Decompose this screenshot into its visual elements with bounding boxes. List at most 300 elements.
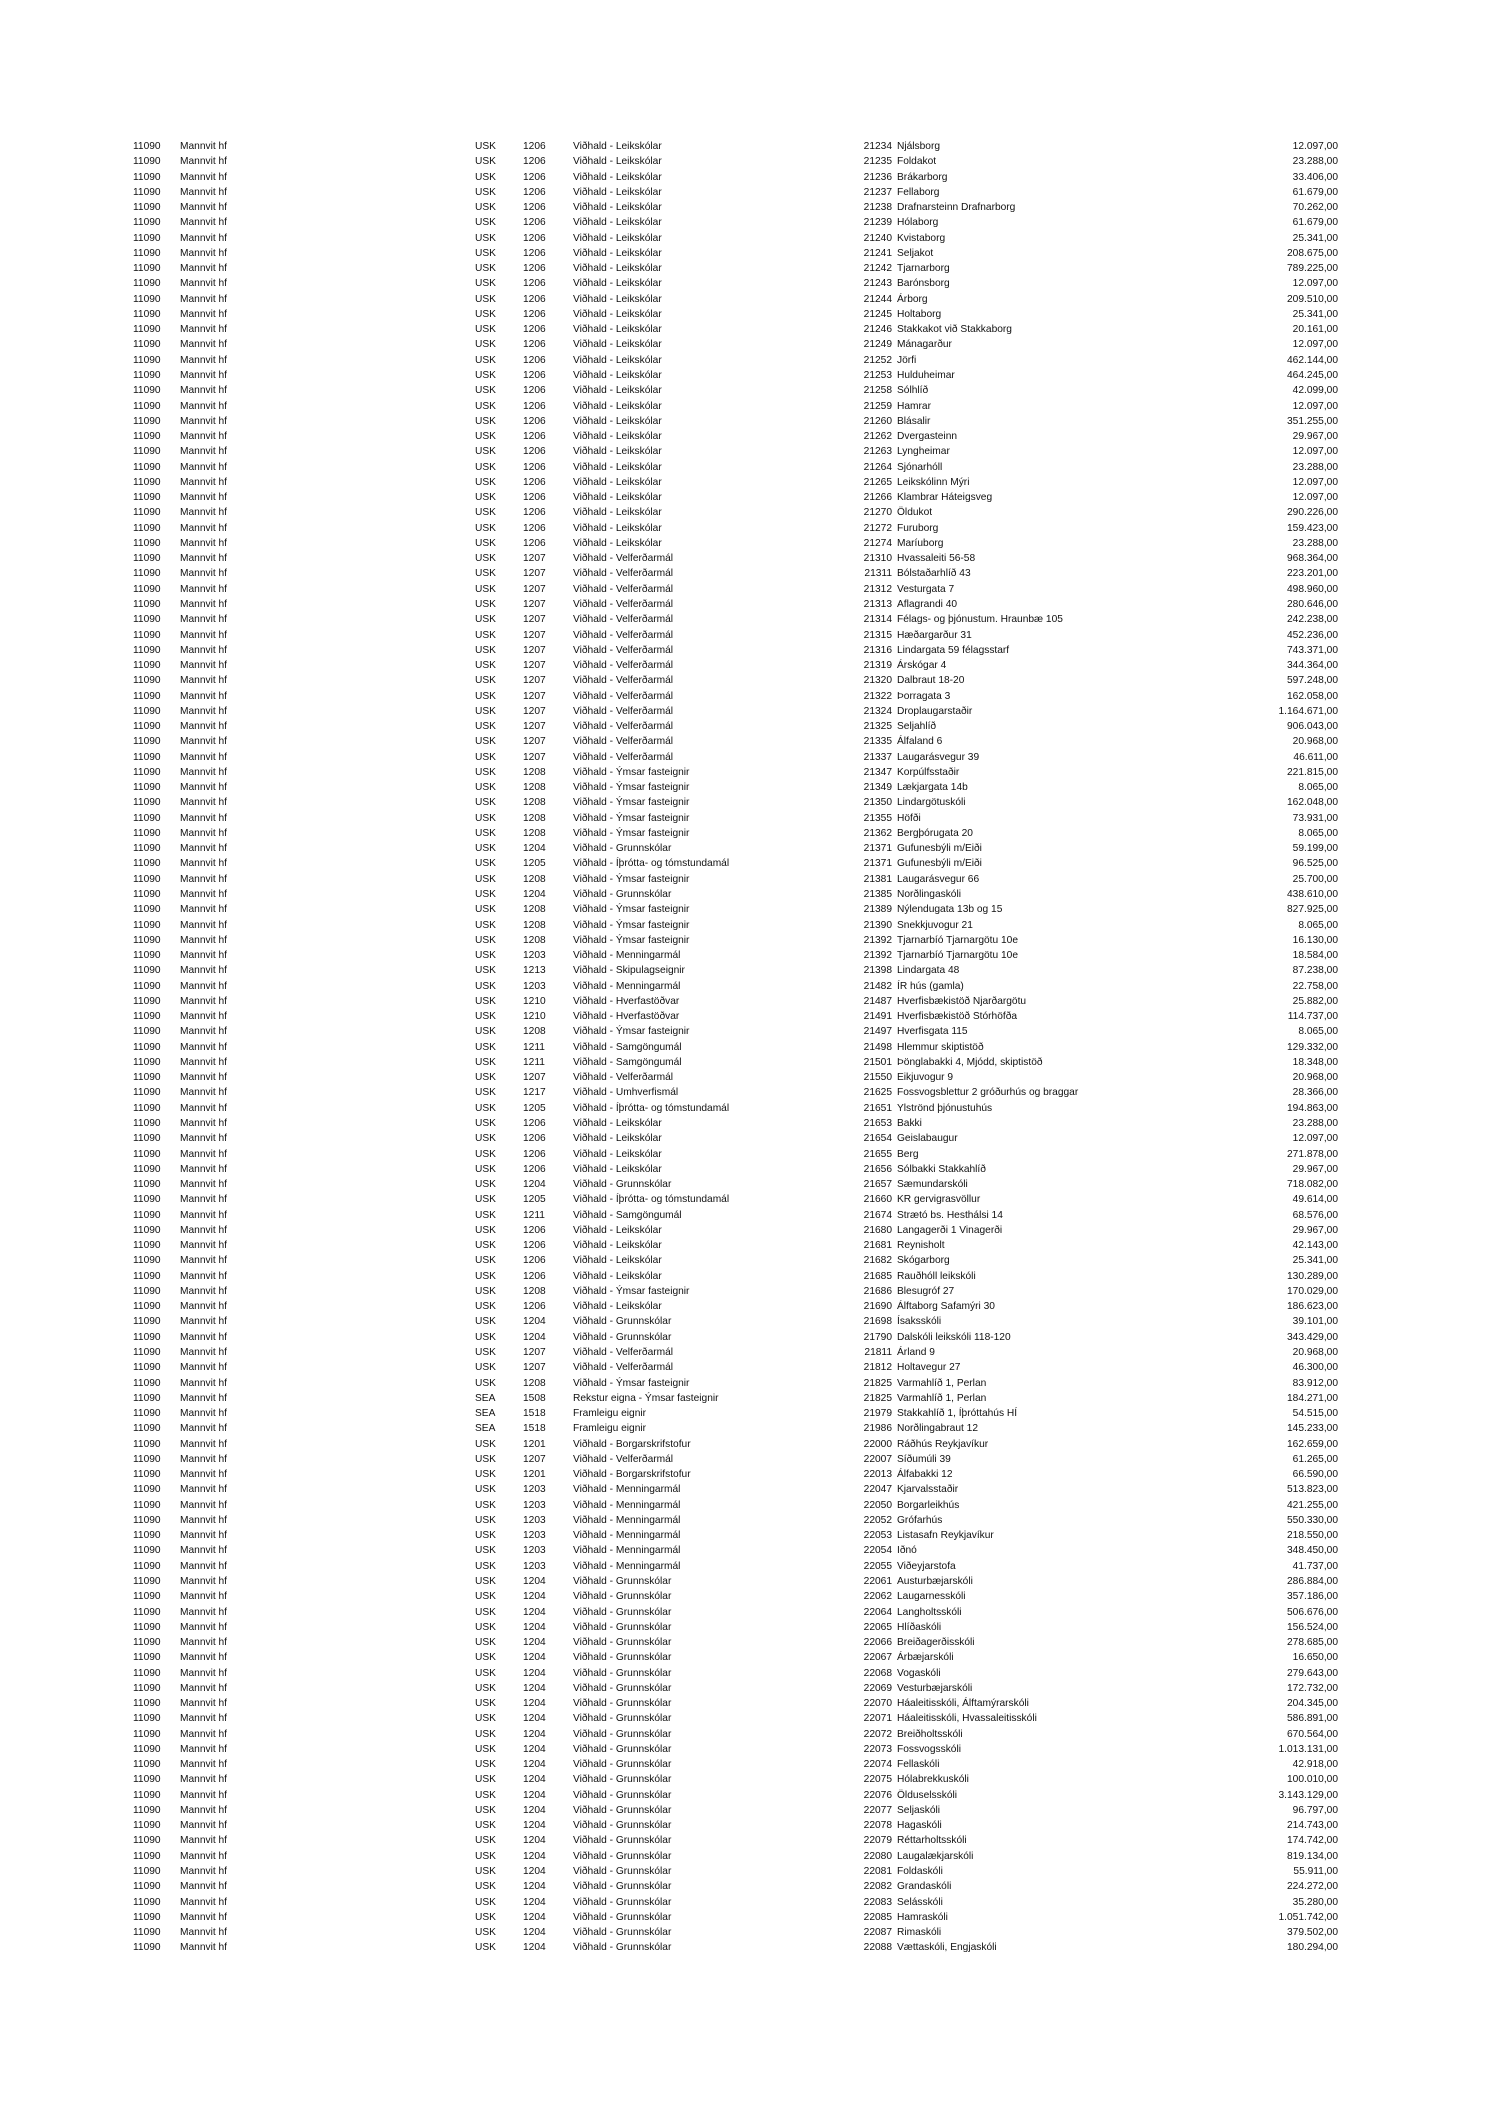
vendor-id-cell: 11090 [133,1514,161,1526]
location-id-cell: 21392 [863,934,892,946]
vendor-name-cell: Mannvit hf [180,660,227,672]
vendor-id-cell: 11090 [133,675,161,687]
table-row [0,444,1500,459]
department-cell: USK [475,354,496,366]
location-id-cell: 22085 [863,1911,892,1923]
account-cell: 1203 [523,1545,546,1557]
vendor-id-cell: 11090 [133,1804,161,1816]
amount-cell: 421.255,00 [1287,1499,1338,1511]
amount-cell: 54.515,00 [1292,1408,1338,1420]
vendor-id-cell: 11090 [133,1866,161,1878]
amount-cell: 743.371,00 [1287,644,1338,656]
location-name-cell: Háaleitisskóli, Álftamýrarskóli [897,1698,1029,1710]
department-cell: USK [475,934,496,946]
vendor-id-cell: 11090 [133,141,161,152]
account-description-cell: Viðhald - Velferðarmál [573,629,674,641]
department-cell: USK [475,1927,496,1939]
department-cell: USK [475,660,496,672]
location-name-cell: Dalskóli leikskóli 118-120 [897,1331,1011,1343]
amount-cell: 18.584,00 [1292,950,1338,962]
location-id-cell: 21260 [863,415,892,427]
account-cell: 1206 [523,156,546,168]
table-row [0,1360,1500,1375]
account-description-cell: Viðhald - Leikskólar [573,141,662,152]
vendor-id-cell: 11090 [133,1484,161,1496]
location-id-cell: 21653 [863,1118,892,1129]
account-description-cell: Viðhald - Velferðarmál [573,690,674,702]
account-description-cell: Viðhald - Ýmsar fasteignir [573,1026,690,1038]
account-description-cell: Viðhald - Grunnskólar [573,843,672,855]
table-row [0,1192,1500,1207]
department-cell: USK [475,1484,496,1496]
table-row [0,933,1500,948]
location-name-cell: Borgarleikhús [897,1499,960,1511]
amount-cell: 100.010,00 [1287,1774,1338,1786]
location-id-cell: 21310 [863,553,892,565]
vendor-name-cell: Mannvit hf [180,1499,227,1511]
location-name-cell: Njálsborg [897,141,941,152]
vendor-name-cell: Mannvit hf [180,721,227,733]
department-cell: USK [475,1362,496,1374]
vendor-id-cell: 11090 [133,1606,161,1618]
amount-cell: 271.878,00 [1287,1148,1338,1160]
vendor-name-cell: Mannvit hf [180,553,227,565]
department-cell: USK [475,537,496,549]
amount-cell: 25.700,00 [1292,873,1338,885]
table-row [0,1742,1500,1757]
account-cell: 1203 [523,950,546,962]
amount-cell: 344.364,00 [1287,660,1338,672]
vendor-name-cell: Mannvit hf [180,889,227,901]
vendor-id-cell: 11090 [133,1301,161,1313]
vendor-id-cell: 11090 [133,1011,161,1023]
vendor-id-cell: 11090 [133,156,161,168]
account-description-cell: Viðhald - Grunnskólar [573,1789,672,1801]
vendor-name-cell: Mannvit hf [180,1560,227,1572]
location-id-cell: 22062 [863,1591,892,1603]
table-row [0,1055,1500,1070]
location-name-cell: Iðnó [897,1545,917,1557]
department-cell: USK [475,202,496,214]
location-id-cell: 21497 [863,1026,892,1038]
location-name-cell: Ráðhús Reykjavíkur [897,1438,989,1450]
account-cell: 1204 [523,1667,546,1679]
table-row [0,1818,1500,1833]
location-name-cell: Listasafn Reykjavíkur [897,1530,994,1542]
account-description-cell: Viðhald - Velferðarmál [573,1072,674,1084]
vendor-name-cell: Mannvit hf [180,1835,227,1847]
location-id-cell: 22072 [863,1728,892,1740]
vendor-name-cell: Mannvit hf [180,1331,227,1343]
vendor-id-cell: 11090 [133,858,161,870]
department-cell: USK [475,644,496,656]
vendor-id-cell: 11090 [133,1438,161,1450]
department-cell: USK [475,598,496,610]
location-name-cell: Hólaborg [897,217,939,229]
amount-cell: 16.650,00 [1292,1652,1338,1664]
amount-cell: 379.502,00 [1287,1927,1338,1939]
department-cell: SEA [475,1423,496,1435]
location-name-cell: Selásskóli [897,1896,943,1908]
location-id-cell: 21498 [863,1041,892,1053]
location-name-cell: Droplaugarstaðir [897,705,973,717]
location-id-cell: 21325 [863,721,892,733]
vendor-name-cell: Mannvit hf [180,1423,227,1435]
department-cell: USK [475,1346,496,1358]
location-id-cell: 21651 [863,1102,892,1114]
amount-cell: 28.366,00 [1292,1087,1338,1099]
account-description-cell: Viðhald - Velferðarmál [573,598,674,610]
table-row [0,475,1500,490]
account-description-cell: Viðhald - Menningarmál [573,1560,681,1572]
account-description-cell: Viðhald - Grunnskólar [573,1820,672,1832]
amount-cell: 114.737,00 [1287,1011,1338,1023]
account-description-cell: Viðhald - Leikskólar [573,293,662,305]
location-id-cell: 22083 [863,1896,892,1908]
department-cell: USK [475,1194,496,1206]
account-description-cell: Viðhald - Leikskólar [573,263,662,275]
location-id-cell: 21986 [863,1423,892,1435]
department-cell: USK [475,1011,496,1023]
location-id-cell: 22000 [863,1438,892,1450]
vendor-name-cell: Mannvit hf [180,1698,227,1710]
vendor-name-cell: Mannvit hf [180,782,227,794]
department-cell: USK [475,583,496,595]
department-cell: USK [475,797,496,809]
location-id-cell: 22047 [863,1484,892,1496]
vendor-id-cell: 11090 [133,904,161,916]
vendor-id-cell: 11090 [133,537,161,549]
location-id-cell: 22013 [863,1469,892,1481]
vendor-id-cell: 11090 [133,278,161,290]
account-description-cell: Viðhald - Borgarskrifstofur [573,1438,691,1450]
vendor-id-cell: 11090 [133,232,161,244]
vendor-name-cell: Mannvit hf [180,507,227,519]
account-cell: 1206 [523,202,546,214]
account-description-cell: Viðhald - Íþrótta- og tómstundamál [573,1102,730,1114]
vendor-name-cell: Mannvit hf [180,1896,227,1908]
amount-cell: 162.659,00 [1287,1438,1338,1450]
account-cell: 1204 [523,1698,546,1710]
vendor-id-cell: 11090 [133,1621,161,1633]
vendor-name-cell: Mannvit hf [180,1346,227,1358]
account-cell: 1206 [523,293,546,305]
location-id-cell: 22071 [863,1713,892,1725]
account-description-cell: Viðhald - Skipulagseignir [573,965,685,977]
vendor-id-cell: 11090 [133,1560,161,1572]
location-id-cell: 21655 [863,1148,892,1160]
amount-cell: 87.238,00 [1292,965,1338,977]
table-row [0,1620,1500,1635]
table-row [0,1116,1500,1131]
account-cell: 1203 [523,980,546,992]
location-name-cell: Árland 9 [897,1346,935,1358]
amount-cell: 96.525,00 [1292,858,1338,870]
amount-cell: 12.097,00 [1292,476,1338,488]
location-id-cell: 21350 [863,797,892,809]
vendor-id-cell: 11090 [133,1743,161,1755]
amount-cell: 20.968,00 [1292,1072,1338,1084]
amount-cell: 162.058,00 [1287,690,1338,702]
table-row [0,383,1500,398]
vendor-name-cell: Mannvit hf [180,537,227,549]
table-row [0,1208,1500,1223]
table-row [0,826,1500,841]
account-cell: 1204 [523,1820,546,1832]
account-cell: 1206 [523,1270,546,1282]
location-name-cell: Tjarnarborg [897,263,950,275]
department-cell: USK [475,1713,496,1725]
location-name-cell: Austurbæjarskóli [897,1575,973,1587]
location-id-cell: 21272 [863,522,892,534]
account-description-cell: Viðhald - Ýmsar fasteignir [573,873,690,885]
account-cell: 1207 [523,751,546,763]
vendor-id-cell: 11090 [133,1637,161,1649]
department-cell: SEA [475,1392,496,1404]
account-description-cell: Viðhald - Leikskólar [573,278,662,290]
amount-cell: 33.406,00 [1292,171,1338,183]
vendor-id-cell: 11090 [133,1453,161,1465]
amount-cell: 20.968,00 [1292,1346,1338,1358]
location-name-cell: Sjónarhóll [897,461,943,473]
location-name-cell: Norðlingabraut 12 [897,1423,978,1435]
location-id-cell: 21246 [863,324,892,336]
account-description-cell: Viðhald - Leikskólar [573,1118,662,1129]
table-row [0,1727,1500,1742]
account-description-cell: Viðhald - Menningarmál [573,980,681,992]
location-name-cell: Ylströnd þjónustuhús [897,1102,993,1114]
account-description-cell: Viðhald - Velferðarmál [573,1453,674,1465]
vendor-id-cell: 11090 [133,1774,161,1786]
table-row [0,1879,1500,1894]
account-description-cell: Viðhald - Hverfastöðvar [573,1011,680,1023]
account-description-cell: Framleigu eignir [573,1408,647,1420]
department-cell: USK [475,476,496,488]
department-cell: USK [475,1545,496,1557]
department-cell: USK [475,1255,496,1267]
vendor-name-cell: Mannvit hf [180,1209,227,1221]
vendor-name-cell: Mannvit hf [180,1056,227,1068]
account-cell: 1203 [523,1530,546,1542]
department-cell: USK [475,1881,496,1893]
table-row [0,490,1500,505]
amount-cell: 279.643,00 [1287,1667,1338,1679]
amount-cell: 68.576,00 [1292,1209,1338,1221]
amount-cell: 718.082,00 [1287,1179,1338,1191]
table-row [0,399,1500,414]
location-name-cell: Norðlingaskóli [897,889,961,901]
account-description-cell: Viðhald - Ýmsar fasteignir [573,919,690,931]
location-name-cell: Vættaskóli, Engjaskóli [897,1942,997,1954]
department-cell: USK [475,186,496,198]
table-row [0,261,1500,276]
account-description-cell: Viðhald - Velferðarmál [573,751,674,763]
account-description-cell: Viðhald - Velferðarmál [573,675,674,687]
department-cell: USK [475,1698,496,1710]
amount-cell: 29.967,00 [1292,1163,1338,1175]
vendor-name-cell: Mannvit hf [180,1804,227,1816]
account-description-cell: Viðhald - Umhverfismál [573,1087,679,1099]
vendor-id-cell: 11090 [133,1179,161,1191]
location-id-cell: 21235 [863,156,892,168]
location-id-cell: 21371 [863,843,892,855]
amount-cell: 209.510,00 [1287,293,1338,305]
location-id-cell: 21236 [863,171,892,183]
amount-cell: 670.564,00 [1287,1728,1338,1740]
location-id-cell: 21550 [863,1072,892,1084]
location-name-cell: Hlemmur skiptistöð [897,1041,984,1053]
amount-cell: 12.097,00 [1292,278,1338,290]
account-description-cell: Viðhald - Leikskólar [573,156,662,168]
amount-cell: 61.679,00 [1292,186,1338,198]
vendor-id-cell: 11090 [133,889,161,901]
amount-cell: 223.201,00 [1287,568,1338,580]
vendor-id-cell: 11090 [133,736,161,748]
table-row [0,1910,1500,1925]
table-row [0,1757,1500,1772]
vendor-name-cell: Mannvit hf [180,598,227,610]
location-id-cell: 22064 [863,1606,892,1618]
vendor-id-cell: 11090 [133,1789,161,1801]
account-description-cell: Viðhald - Ýmsar fasteignir [573,782,690,794]
account-cell: 1204 [523,1652,546,1664]
department-cell: USK [475,980,496,992]
department-cell: USK [475,1331,496,1343]
vendor-name-cell: Mannvit hf [180,171,227,183]
table-row [0,948,1500,963]
amount-cell: 280.646,00 [1287,598,1338,610]
location-id-cell: 21690 [863,1301,892,1313]
account-description-cell: Viðhald - Leikskólar [573,369,662,381]
amount-cell: 23.288,00 [1292,156,1338,168]
table-row [0,1696,1500,1711]
account-cell: 1205 [523,858,546,870]
department-cell: USK [475,1102,496,1114]
location-name-cell: Foldaskóli [897,1866,943,1878]
table-row [0,1131,1500,1146]
department-cell: USK [475,965,496,977]
vendor-name-cell: Mannvit hf [180,492,227,504]
account-cell: 1206 [523,400,546,412]
vendor-name-cell: Mannvit hf [180,1621,227,1633]
vendor-id-cell: 11090 [133,1346,161,1358]
amount-cell: 39.101,00 [1292,1316,1338,1328]
vendor-name-cell: Mannvit hf [180,1026,227,1038]
account-description-cell: Viðhald - Grunnskólar [573,1652,672,1664]
account-cell: 1508 [523,1392,546,1404]
location-name-cell: Síðumúli 39 [897,1453,951,1465]
location-id-cell: 21501 [863,1056,892,1068]
account-description-cell: Framleigu eignir [573,1423,647,1435]
location-id-cell: 21239 [863,217,892,229]
department-cell: USK [475,339,496,351]
table-row [0,200,1500,215]
account-description-cell: Viðhald - Leikskólar [573,186,662,198]
vendor-id-cell: 11090 [133,1545,161,1557]
location-id-cell: 22065 [863,1621,892,1633]
vendor-id-cell: 11090 [133,797,161,809]
account-cell: 1203 [523,1499,546,1511]
account-cell: 1204 [523,1804,546,1816]
department-cell: USK [475,1820,496,1832]
location-name-cell: Hverfisgata 115 [897,1026,968,1038]
department-cell: USK [475,1530,496,1542]
department-cell: USK [475,156,496,168]
table-row [0,765,1500,780]
location-id-cell: 22054 [863,1545,892,1557]
vendor-name-cell: Mannvit hf [180,644,227,656]
amount-cell: 156.524,00 [1287,1621,1338,1633]
location-name-cell: Holtaborg [897,308,942,320]
vendor-id-cell: 11090 [133,1194,161,1206]
location-name-cell: Maríuborg [897,537,944,549]
account-cell: 1204 [523,1575,546,1587]
vendor-id-cell: 11090 [133,324,161,336]
amount-cell: 506.676,00 [1287,1606,1338,1618]
account-description-cell: Viðhald - Grunnskólar [573,1575,672,1587]
location-name-cell: Fossvogsskóli [897,1743,961,1755]
location-name-cell: Bergþórugata 20 [897,827,973,839]
account-cell: 1211 [523,1056,545,1068]
account-cell: 1204 [523,1789,546,1801]
vendor-id-cell: 11090 [133,965,161,977]
vendor-name-cell: Mannvit hf [180,827,227,839]
vendor-name-cell: Mannvit hf [180,1759,227,1771]
location-name-cell: Foldakot [897,156,937,168]
vendor-name-cell: Mannvit hf [180,858,227,870]
location-name-cell: Tjarnarbíó Tjarnargötu 10e [897,950,1019,962]
location-id-cell: 22075 [863,1774,892,1786]
amount-cell: 351.255,00 [1287,415,1338,427]
account-description-cell: Viðhald - Leikskólar [573,232,662,244]
location-name-cell: Skógarborg [897,1255,950,1267]
location-name-cell: Vesturbæjarskóli [897,1682,973,1694]
table-row [0,322,1500,337]
table-row [0,1788,1500,1803]
table-row [0,1772,1500,1787]
location-id-cell: 21825 [863,1392,892,1404]
location-name-cell: Grandaskóli [897,1881,952,1893]
department-cell: USK [475,1087,496,1099]
account-cell: 1211 [523,1209,545,1221]
location-id-cell: 21311 [864,568,892,580]
vendor-id-cell: 11090 [133,690,161,702]
amount-cell: 70.262,00 [1292,202,1338,214]
location-id-cell: 21337 [863,751,892,763]
table-row [0,307,1500,322]
table-row [0,292,1500,307]
vendor-name-cell: Mannvit hf [180,293,227,305]
department-cell: SEA [475,1408,496,1420]
location-id-cell: 21482 [863,980,892,992]
location-name-cell: Kjarvalsstaðir [897,1484,959,1496]
location-id-cell: 21319 [863,660,892,672]
vendor-id-cell: 11090 [133,1728,161,1740]
account-cell: 1207 [523,736,546,748]
amount-cell: 819.134,00 [1287,1850,1338,1862]
account-cell: 1208 [523,827,546,839]
account-cell: 1207 [523,583,546,595]
table-row [0,1559,1500,1574]
location-name-cell: Vogaskóli [897,1667,941,1679]
amount-cell: 59.199,00 [1292,843,1338,855]
vendor-id-cell: 11090 [133,1820,161,1832]
vendor-name-cell: Mannvit hf [180,141,227,152]
vendor-name-cell: Mannvit hf [180,950,227,962]
vendor-id-cell: 11090 [133,400,161,412]
location-id-cell: 22073 [863,1743,892,1755]
location-id-cell: 21398 [863,965,892,977]
